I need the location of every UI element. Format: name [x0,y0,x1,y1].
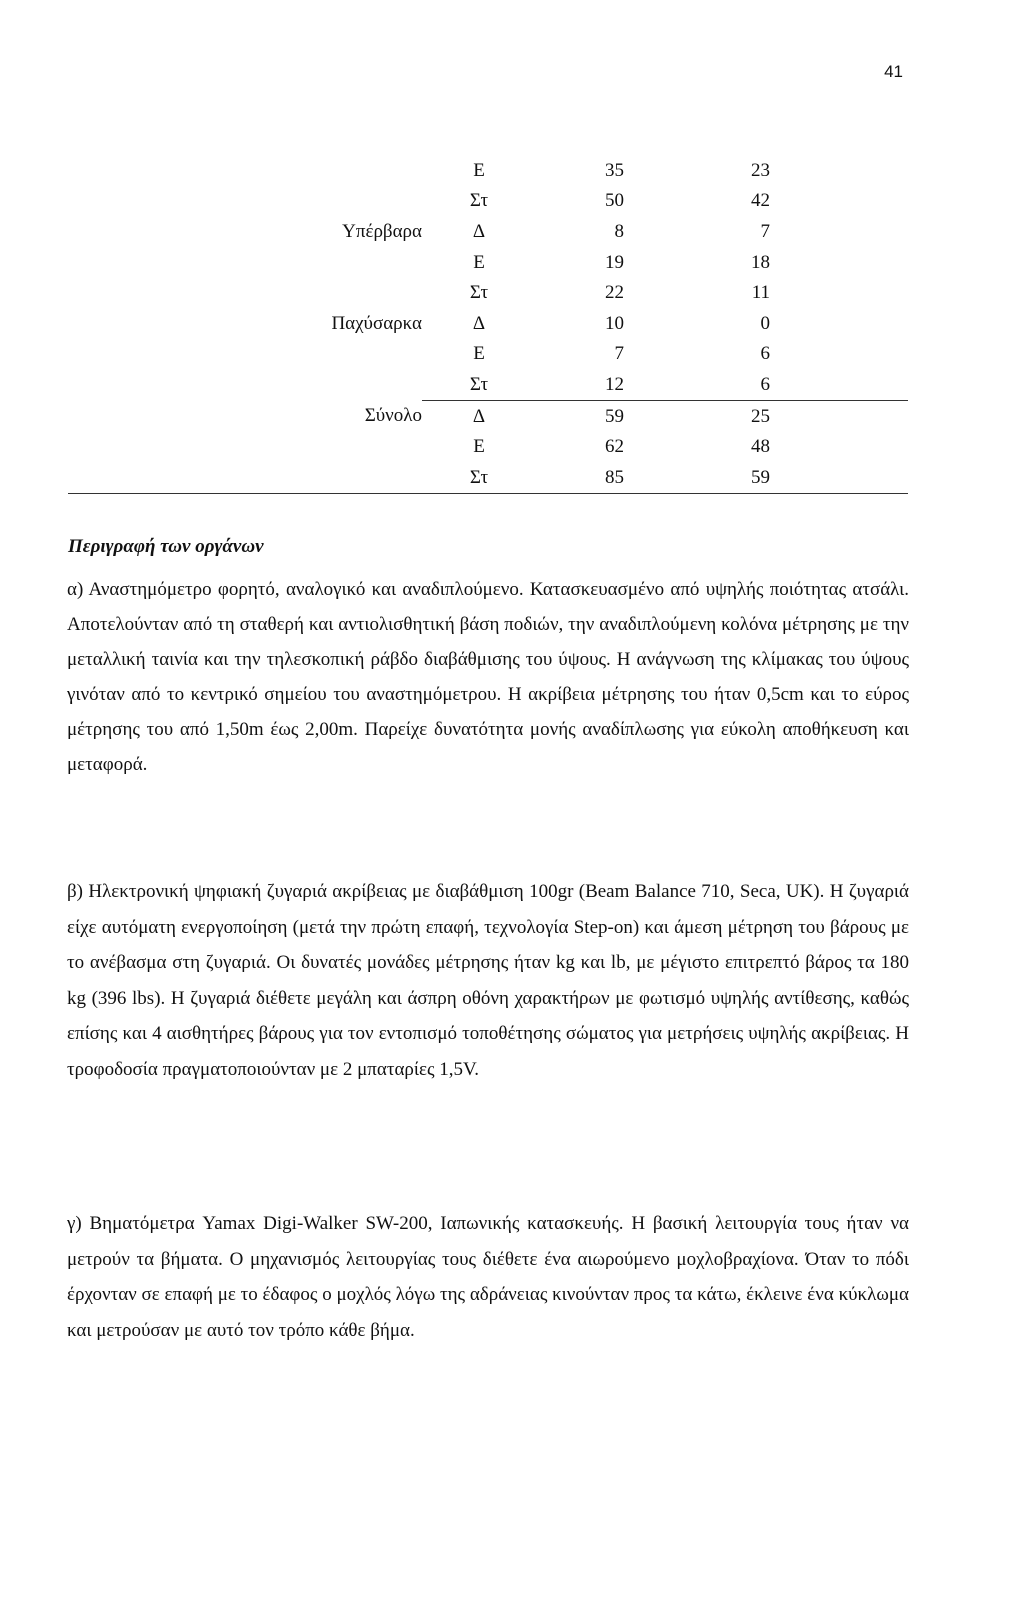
paragraph-a [67,572,909,782]
table-cell-spacer [770,462,908,493]
table-cell-v2: 59 [624,462,770,493]
table-cell-v2: 25 [751,405,770,427]
paragraph-b-text: β) Ηλεκτρονική ψηφιακή ζυγαριά ακρίβειας με διαβάθμιση 100gr (Beam Balance 710, Seca, UK). Η ζυγαριά είχε αυτόματη ενεργοποίηση (μετά την πρώτη επαφή, τεχνολογία Step-on) και άμεση μέτρηση του βάρους με το ανέβασμα στη ζυγαριά. Οι δυνατές μονάδες μέτρησης ήταν kg και lb, με μέγιστο επιτρεπτό βάρος τα 180 kg (396 lbs). Η ζυγαριά διέθετε μεγάλη και άσπρη οθόνη χαρακτήρων με φωτισμό υψηλής αντίθεσης, καθώς επίσης και 4 αισθητήρες βάρους για τον εντοπισμό τοποθέτησης σώματος για μετρήσεις υψηλής ακρίβειας. Η τροφοδοσία πραγματοποιούνταν με 2 μπαταρίες 1,5V. [67,881,909,1080]
table-cell-code: Ε [473,343,485,365]
table-cell-v1: 8 [614,220,624,242]
table-cell-code: Στ [422,462,536,493]
table-cell-v1: 10 [605,312,624,334]
table-row [68,186,908,217]
table-cell-label [68,462,422,493]
paragraph-a-text: α) Αναστημόμετρο φορητό, αναλογικό και αναδιπλούμενο. Κατασκευασμένο από υψηλής ποιότητας ατσάλι. Αποτελούνταν από τη σταθερή και αντιολισθητική βάση ποδιών, την αναδιπλούμενη κολόνα μέτρησης με την μεταλλική ταινία και την τηλεσκοπική ράβδο διαβάθμισης του ύψους. Η ανάγνωση της κλίμακας του ύψους γινόταν από το κεντρικό σημείου του αναστημόμετρου. Η ακρίβεια μέτρησης του ήταν 0,5cm και το εύρος μέτρησης του από 1,50m έως 2,00m. Παρείχε δυνατότητα μονής αναδίπλωσης για εύκολη αποθήκευση και μεταφορά. [67,579,909,775]
table-cell-v1: 7 [614,343,624,365]
table-cell-v1: 22 [605,282,624,304]
table-cell-v1: 12 [536,369,624,400]
table-cell-code: Δ [472,312,486,334]
table-cell-v1: 50 [605,190,624,212]
section-heading: Περιγραφή των οργάνων [68,536,264,557]
paragraph-b [67,874,909,1088]
table-cell-spacer [770,186,908,217]
table-row [68,155,908,186]
table-cell-label [68,339,422,370]
table-cell-label: Σύνολο [364,405,422,427]
table-cell-label: Υπέρβαρα [342,220,422,242]
table-cell-v1: 19 [605,251,624,273]
table-row [68,400,908,431]
table-row [68,247,908,278]
table-cell-v1: 62 [605,436,624,458]
table-cell-spacer [770,308,908,339]
paragraph-c [67,1206,909,1348]
table-row [68,308,908,339]
table-cell-spacer [770,216,908,247]
table-row [68,462,908,493]
table-cell-v1: 59 [605,405,624,427]
table-cell-v2: 18 [751,251,770,273]
table-cell-v2: 11 [751,282,770,304]
table-cell-v1: 85 [536,462,624,493]
table-cell-code: Δ [472,405,486,427]
table-cell-label: Παχύσαρκα [331,312,422,334]
table-row [68,431,908,462]
page-number: 41 [884,62,903,81]
table-cell-spacer [770,400,908,431]
table-cell-label [68,431,422,462]
table-cell-code: Ε [473,251,485,273]
table-cell-label [68,155,422,186]
table-cell-code: Στ [422,369,536,400]
table-cell-v1: 35 [605,159,624,181]
table-row [68,216,908,247]
table-cell-spacer [770,155,908,186]
table-cell-v2: 23 [751,159,770,181]
table-cell-spacer [770,339,908,370]
table-row [68,339,908,370]
table-cell-spacer [770,277,908,308]
table-cell-label [68,186,422,217]
table-cell-v2: 6 [624,369,770,400]
table-row [68,369,908,400]
table-cell-spacer [770,247,908,278]
table-cell-code: Ε [473,159,485,181]
table-cell-code: Ε [473,436,485,458]
table-cell-code: Στ [469,190,489,212]
table-cell-code: Δ [472,220,486,242]
table-cell-label [68,277,422,308]
data-table [68,155,908,494]
paragraph-c-text: γ) Βηματόμετρα Yamax Digi-Walker SW-200, Ιαπωνικής κατασκευής. Η βασική λειτουργία τους ήταν να μετρούν τα βήματα. Ο μηχανισμός λειτουργίας τους διέθετε ένα αιωρούμενο μοχλοβραχίονα. Όταν το πόδι έρχονταν σε επαφή με το έδαφος ο μοχλός λόγω της αδράνειας κινούνταν προς τα κάτω, έκλεινε ένα κύκλωμα και μετρούσαν με αυτό τον τρόπο κάθε βήμα. [67,1213,909,1341]
table-row [68,277,908,308]
table-cell-label [68,247,422,278]
table-cell-spacer [770,369,908,400]
table-cell-code: Στ [469,282,489,304]
table-cell-v2: 6 [760,343,770,365]
table-cell-spacer [770,431,908,462]
table-cell-label [68,369,422,400]
table-cell-v2: 7 [760,220,770,242]
table-cell-v2: 0 [760,312,770,334]
table-cell-v2: 42 [751,190,770,212]
table-cell-v2: 48 [751,436,770,458]
